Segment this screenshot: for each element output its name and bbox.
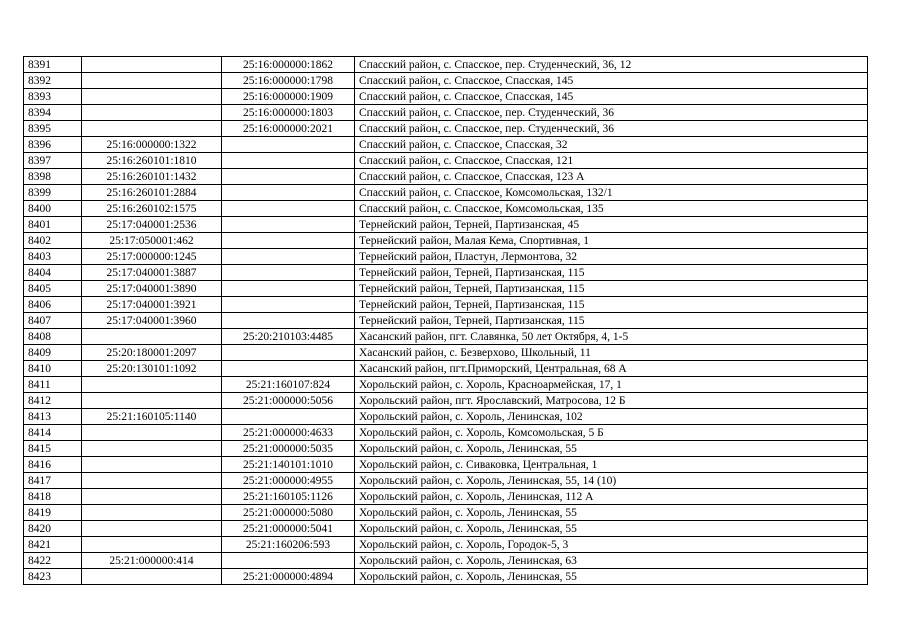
cadastral-number-alt-cell: 25:21:000000:4955	[222, 473, 355, 489]
row-number-cell: 8410	[24, 361, 82, 377]
cadastral-number-cell	[82, 425, 222, 441]
address-cell: Спасский район, с. Спасское, Спасская, 145	[355, 73, 868, 89]
row-number-cell: 8408	[24, 329, 82, 345]
cadastral-number-alt-cell	[222, 313, 355, 329]
cadastral-number-alt-cell: 25:21:000000:5041	[222, 521, 355, 537]
row-number-cell: 8418	[24, 489, 82, 505]
address-cell: Хорольский район, с. Хороль, Ленинская, 55	[355, 569, 868, 585]
row-number-cell: 8423	[24, 569, 82, 585]
table-row	[24, 185, 868, 201]
cadastral-number-cell	[82, 441, 222, 457]
cadastral-number-cell	[82, 121, 222, 137]
address-cell: Спасский район, с. Спасское, пер. Студенческий, 36	[355, 121, 868, 137]
row-number-cell: 8419	[24, 505, 82, 521]
cadastral-number-cell: 25:16:260101:2884	[82, 185, 222, 201]
registry-table-body	[24, 57, 868, 585]
row-number-cell: 8409	[24, 345, 82, 361]
row-number-cell: 8400	[24, 201, 82, 217]
cadastral-number-cell	[82, 57, 222, 73]
row-number-cell: 8411	[24, 377, 82, 393]
address-cell: Спасский район, с. Спасское, Спасская, 121	[355, 153, 868, 169]
row-number-cell: 8398	[24, 169, 82, 185]
table-row	[24, 521, 868, 537]
cadastral-number-cell: 25:17:040001:2536	[82, 217, 222, 233]
address-cell: Хасанский район, пгт. Славянка, 50 лет Октября, 4, 1-5	[355, 329, 868, 345]
address-cell: Хорольский район, с. Хороль, Ленинская, 55, 14 (10)	[355, 473, 868, 489]
cadastral-number-cell	[82, 329, 222, 345]
table-row	[24, 89, 868, 105]
row-number-cell: 8395	[24, 121, 82, 137]
cadastral-number-cell: 25:20:130101:1092	[82, 361, 222, 377]
cadastral-number-alt-cell	[222, 297, 355, 313]
cadastral-number-cell: 25:21:000000:414	[82, 553, 222, 569]
cadastral-number-alt-cell: 25:16:000000:1798	[222, 73, 355, 89]
cadastral-number-alt-cell: 25:21:160206:593	[222, 537, 355, 553]
address-cell: Хорольский район, с. Хороль, Ленинская, 102	[355, 409, 868, 425]
row-number-cell: 8405	[24, 281, 82, 297]
address-cell: Спасский район, с. Спасское, Спасская, 145	[355, 89, 868, 105]
row-number-cell: 8407	[24, 313, 82, 329]
cadastral-number-cell	[82, 473, 222, 489]
table-row	[24, 489, 868, 505]
row-number-cell: 8403	[24, 249, 82, 265]
table-row	[24, 569, 868, 585]
cadastral-number-alt-cell	[222, 409, 355, 425]
cadastral-number-cell: 25:17:040001:3890	[82, 281, 222, 297]
row-number-cell: 8422	[24, 553, 82, 569]
cadastral-number-cell: 25:17:050001:462	[82, 233, 222, 249]
row-number-cell: 8392	[24, 73, 82, 89]
cadastral-number-alt-cell: 25:16:000000:1803	[222, 105, 355, 121]
cadastral-number-cell: 25:16:000000:1322	[82, 137, 222, 153]
cadastral-number-cell: 25:20:180001:2097	[82, 345, 222, 361]
cadastral-number-cell	[82, 521, 222, 537]
row-number-cell: 8402	[24, 233, 82, 249]
address-cell: Хасанский район, с. Безверхово, Школьный, 11	[355, 345, 868, 361]
table-row	[24, 425, 868, 441]
table-row	[24, 537, 868, 553]
cadastral-number-alt-cell	[222, 553, 355, 569]
row-number-cell: 8404	[24, 265, 82, 281]
cadastral-number-cell	[82, 377, 222, 393]
address-cell: Хорольский район, пгт. Ярославский, Матросова, 12 Б	[355, 393, 868, 409]
table-row	[24, 217, 868, 233]
table-row	[24, 457, 868, 473]
address-cell: Спасский район, с. Спасское, Спасская, 123 А	[355, 169, 868, 185]
address-cell: Хорольский район, с. Хороль, Ленинская, 112 А	[355, 489, 868, 505]
table-row	[24, 409, 868, 425]
address-cell: Хасанский район, пгт.Приморский, Центральная, 68 А	[355, 361, 868, 377]
cadastral-number-alt-cell	[222, 361, 355, 377]
table-row	[24, 313, 868, 329]
row-number-cell: 8417	[24, 473, 82, 489]
cadastral-number-alt-cell	[222, 249, 355, 265]
address-cell: Тернейский район, Терней, Партизанская, 115	[355, 297, 868, 313]
row-number-cell: 8413	[24, 409, 82, 425]
cadastral-number-cell: 25:17:040001:3921	[82, 297, 222, 313]
address-cell: Хорольский район, с. Хороль, Ленинская, 55	[355, 521, 868, 537]
address-cell: Хорольский район, с. Хороль, Ленинская, 55	[355, 505, 868, 521]
cadastral-number-cell	[82, 73, 222, 89]
cadastral-number-alt-cell	[222, 217, 355, 233]
address-cell: Хорольский район, с. Хороль, Городок-5, 3	[355, 537, 868, 553]
row-number-cell: 8393	[24, 89, 82, 105]
cadastral-number-cell	[82, 393, 222, 409]
address-cell: Тернейский район, Терней, Партизанская, 45	[355, 217, 868, 233]
address-cell: Тернейский район, Пластун, Лермонтова, 32	[355, 249, 868, 265]
row-number-cell: 8391	[24, 57, 82, 73]
table-row	[24, 473, 868, 489]
cadastral-number-alt-cell	[222, 185, 355, 201]
table-row	[24, 377, 868, 393]
cadastral-number-cell: 25:17:000000:1245	[82, 249, 222, 265]
cadastral-number-alt-cell: 25:21:160107:824	[222, 377, 355, 393]
table-row	[24, 249, 868, 265]
cadastral-number-cell	[82, 489, 222, 505]
table-row	[24, 345, 868, 361]
cadastral-number-alt-cell: 25:16:000000:1909	[222, 89, 355, 105]
address-cell: Тернейский район, Малая Кема, Спортивная, 1	[355, 233, 868, 249]
cadastral-number-alt-cell	[222, 345, 355, 361]
table-row	[24, 153, 868, 169]
table-row	[24, 201, 868, 217]
address-cell: Хорольский район, с. Хороль, Комсомольская, 5 Б	[355, 425, 868, 441]
cadastral-number-alt-cell: 25:21:000000:4633	[222, 425, 355, 441]
address-cell: Хорольский район, с. Хороль, Ленинская, 55	[355, 441, 868, 457]
address-cell: Тернейский район, Терней, Партизанская, 115	[355, 281, 868, 297]
table-row	[24, 505, 868, 521]
row-number-cell: 8412	[24, 393, 82, 409]
table-row	[24, 361, 868, 377]
table-row	[24, 233, 868, 249]
address-cell: Спасский район, с. Спасское, Комсомольская, 135	[355, 201, 868, 217]
cadastral-number-cell: 25:16:260102:1575	[82, 201, 222, 217]
address-cell: Тернейский район, Терней, Партизанская, 115	[355, 265, 868, 281]
table-row	[24, 169, 868, 185]
address-cell: Спасский район, с. Спасское, Комсомольская, 132/1	[355, 185, 868, 201]
table-row	[24, 121, 868, 137]
cadastral-number-alt-cell: 25:21:140101:1010	[222, 457, 355, 473]
cadastral-number-alt-cell	[222, 233, 355, 249]
address-cell: Спасский район, с. Спасское, пер. Студенческий, 36, 12	[355, 57, 868, 73]
cadastral-number-alt-cell: 25:21:000000:4894	[222, 569, 355, 585]
table-row	[24, 329, 868, 345]
cadastral-number-alt-cell	[222, 137, 355, 153]
table-row	[24, 105, 868, 121]
table-row	[24, 393, 868, 409]
cadastral-number-alt-cell: 25:16:000000:1862	[222, 57, 355, 73]
cadastral-number-cell	[82, 537, 222, 553]
table-row	[24, 73, 868, 89]
cadastral-number-cell	[82, 505, 222, 521]
row-number-cell: 8421	[24, 537, 82, 553]
row-number-cell: 8401	[24, 217, 82, 233]
address-cell: Хорольский район, с. Хороль, Ленинская, 63	[355, 553, 868, 569]
address-cell: Тернейский район, Терней, Партизанская, 115	[355, 313, 868, 329]
cadastral-number-alt-cell	[222, 265, 355, 281]
row-number-cell: 8416	[24, 457, 82, 473]
cadastral-number-cell	[82, 457, 222, 473]
row-number-cell: 8394	[24, 105, 82, 121]
row-number-cell: 8414	[24, 425, 82, 441]
row-number-cell: 8396	[24, 137, 82, 153]
row-number-cell: 8415	[24, 441, 82, 457]
row-number-cell: 8397	[24, 153, 82, 169]
cadastral-number-alt-cell: 25:21:160105:1126	[222, 489, 355, 505]
cadastral-number-cell: 25:16:260101:1810	[82, 153, 222, 169]
cadastral-number-cell: 25:17:040001:3887	[82, 265, 222, 281]
row-number-cell: 8399	[24, 185, 82, 201]
cadastral-number-alt-cell: 25:16:000000:2021	[222, 121, 355, 137]
cadastral-number-alt-cell: 25:20:210103:4485	[222, 329, 355, 345]
cadastral-number-cell: 25:16:260101:1432	[82, 169, 222, 185]
cadastral-number-alt-cell: 25:21:000000:5056	[222, 393, 355, 409]
cadastral-number-cell	[82, 569, 222, 585]
cadastral-number-cell: 25:21:160105:1140	[82, 409, 222, 425]
address-cell: Спасский район, с. Спасское, Спасская, 32	[355, 137, 868, 153]
cadastral-number-alt-cell	[222, 153, 355, 169]
table-row	[24, 297, 868, 313]
row-number-cell: 8406	[24, 297, 82, 313]
cadastral-number-cell	[82, 89, 222, 105]
table-row	[24, 137, 868, 153]
cadastral-number-alt-cell	[222, 281, 355, 297]
registry-table	[23, 56, 868, 585]
address-cell: Хорольский район, с. Хороль, Красноармейская, 17, 1	[355, 377, 868, 393]
address-cell: Хорольский район, с. Сиваковка, Центральная, 1	[355, 457, 868, 473]
cadastral-number-alt-cell: 25:21:000000:5080	[222, 505, 355, 521]
cadastral-number-alt-cell	[222, 201, 355, 217]
cadastral-number-alt-cell	[222, 169, 355, 185]
table-row	[24, 281, 868, 297]
address-cell: Спасский район, с. Спасское, пер. Студенческий, 36	[355, 105, 868, 121]
table-row	[24, 265, 868, 281]
cadastral-number-cell: 25:17:040001:3960	[82, 313, 222, 329]
cadastral-number-cell	[82, 105, 222, 121]
row-number-cell: 8420	[24, 521, 82, 537]
table-row	[24, 57, 868, 73]
cadastral-number-alt-cell: 25:21:000000:5035	[222, 441, 355, 457]
table-row	[24, 553, 868, 569]
table-row	[24, 441, 868, 457]
